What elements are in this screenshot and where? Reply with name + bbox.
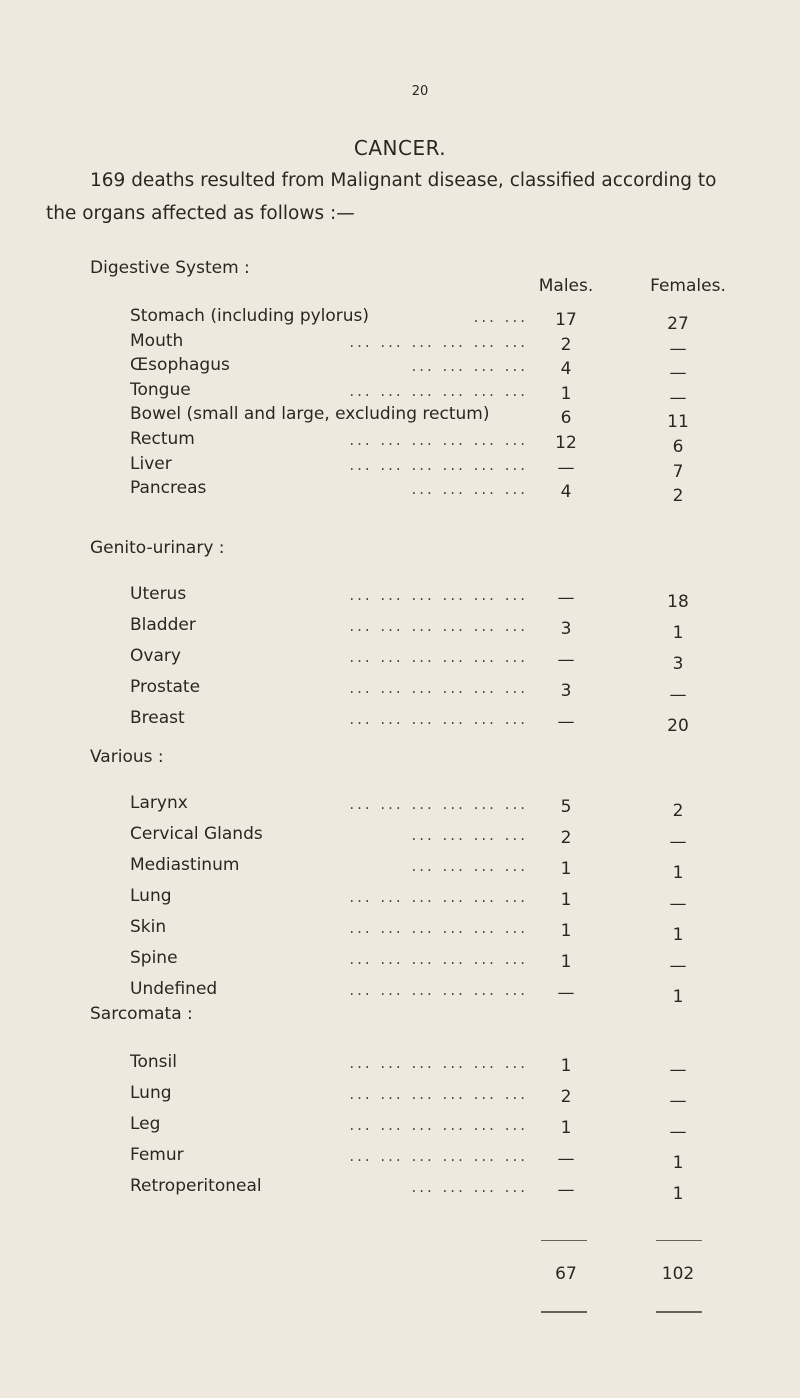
leader-dots: ... ... ... ... [411,480,528,498]
row-label: Bladder [130,615,196,635]
row-males: — [557,650,575,670]
row-label: Spine [130,948,178,968]
section-heading: Genito-urinary : [90,538,225,558]
row-label: Cervical Glands [130,824,263,844]
row-males: 1 [560,1056,572,1076]
row-label: Larynx [130,793,188,813]
leader-dots: ... ... ... ... ... ... [349,333,528,351]
row-males: 2 [560,828,572,848]
leader-dots: ... ... ... ... ... ... [349,919,528,937]
row-females: 1 [672,925,684,945]
leader-dots: ... ... ... ... ... ... [349,981,528,999]
leader-dots: ... ... ... ... ... ... [349,648,528,666]
row-males: — [557,1180,575,1200]
row-females: — [669,1091,687,1111]
row-females: — [669,894,687,914]
page-title: CANCER. [353,136,447,160]
page-number: 20 [411,84,429,99]
row-males: 5 [560,797,572,817]
section-heading: Digestive System : [90,258,250,278]
leader-dots: ... ... ... ... [411,357,528,375]
row-label: Tonsil [130,1052,177,1072]
row-females: 18 [667,592,689,612]
row-females: 3 [672,654,684,674]
row-females: 1 [672,1184,684,1204]
row-males: 3 [560,619,572,639]
total-males: 67 [555,1264,577,1284]
row-males: 12 [555,433,577,453]
row-label: Mouth [130,331,184,351]
row-label: Uterus [130,584,187,604]
leader-dots: ... ... ... ... ... ... [349,456,528,474]
row-males: — [557,983,575,1003]
row-females: 1 [672,1153,684,1173]
leader-dots: ... ... ... ... ... ... [349,679,528,697]
row-females: 11 [667,412,689,432]
row-label: Lung [130,886,172,906]
row-label: Prostate [130,677,201,697]
leader-dots: ... ... ... ... [411,826,528,844]
row-label: Lung [130,1083,172,1103]
row-label: Bowel (small and large, excluding rectum) [130,404,490,424]
row-females: — [669,363,687,383]
row-males: — [557,1149,575,1169]
row-females: 2 [672,801,684,821]
leader-dots: ... ... ... ... [411,1178,528,1196]
row-label: Œsophagus [130,355,230,375]
row-males: 1 [560,890,572,910]
row-females: — [669,1122,687,1142]
row-label: Rectum [130,429,195,449]
row-males: 1 [560,384,572,404]
intro-line-2: the organs affected as follows :— [46,203,355,224]
row-males: 17 [555,310,577,330]
row-males: — [557,712,575,732]
column-header-males: Males. [538,276,594,296]
row-females: 1 [672,623,684,643]
leader-dots: ... ... ... ... ... ... [349,795,528,813]
row-males: 4 [560,482,572,502]
row-females: 20 [667,716,689,736]
row-males: 3 [560,681,572,701]
row-label: Undefined [130,979,218,999]
leader-dots: ... ... ... ... ... ... [349,1054,528,1072]
row-label: Tongue [130,380,191,400]
row-label: Femur [130,1145,184,1165]
leader-dots: ... ... ... ... ... ... [349,1147,528,1165]
double-rule-males [541,1311,587,1313]
row-females: — [669,956,687,976]
row-females: 1 [672,863,684,883]
total-rule-males [541,1240,587,1241]
row-females: 1 [672,987,684,1007]
row-females: 2 [672,486,684,506]
row-females: — [669,685,687,705]
column-header-females: Females. [650,276,726,296]
row-label: Leg [130,1114,161,1134]
row-label: Stomach (including pylorus) [130,306,370,326]
row-label: Mediastinum [130,855,240,875]
total-rule-females [656,1240,702,1241]
row-males: 2 [560,335,572,355]
row-females: — [669,832,687,852]
section-heading: Sarcomata : [90,1004,193,1024]
row-males: 4 [560,359,572,379]
row-females: — [669,388,687,408]
section-heading: Various : [90,747,164,767]
row-females: 6 [672,437,684,457]
leader-dots: ... ... ... ... ... ... [349,617,528,635]
row-males: — [557,458,575,478]
row-males: 1 [560,921,572,941]
row-males: — [557,588,575,608]
leader-dots: ... ... ... ... ... ... [349,888,528,906]
leader-dots: ... ... ... ... ... ... [349,586,528,604]
leader-dots: ... ... ... ... ... ... [349,710,528,728]
intro-line-1: 169 deaths resulted from Malignant disease, classified according to [90,170,717,191]
leader-dots: ... ... ... ... ... ... [349,950,528,968]
row-label: Skin [130,917,167,937]
leader-dots: ... ... ... ... ... ... [349,382,528,400]
total-females: 102 [661,1264,695,1284]
leader-dots: ... ... ... ... ... ... [349,1085,528,1103]
leader-dots: ... ... ... ... ... ... [349,431,528,449]
row-females: 27 [667,314,689,334]
row-males: 2 [560,1087,572,1107]
row-females: — [669,339,687,359]
row-label: Pancreas [130,478,207,498]
leader-dots: ... ... [473,308,528,326]
row-females: 7 [672,462,684,482]
row-males: 6 [560,408,572,428]
row-females: — [669,1060,687,1080]
row-label: Ovary [130,646,181,666]
row-label: Breast [130,708,185,728]
row-males: 1 [560,952,572,972]
leader-dots: ... ... ... ... ... ... [349,1116,528,1134]
row-males: 1 [560,1118,572,1138]
row-label: Retroperitoneal [130,1176,262,1196]
row-label: Liver [130,454,172,474]
leader-dots: ... ... ... ... [411,857,528,875]
row-males: 1 [560,859,572,879]
double-rule-females [656,1311,702,1313]
